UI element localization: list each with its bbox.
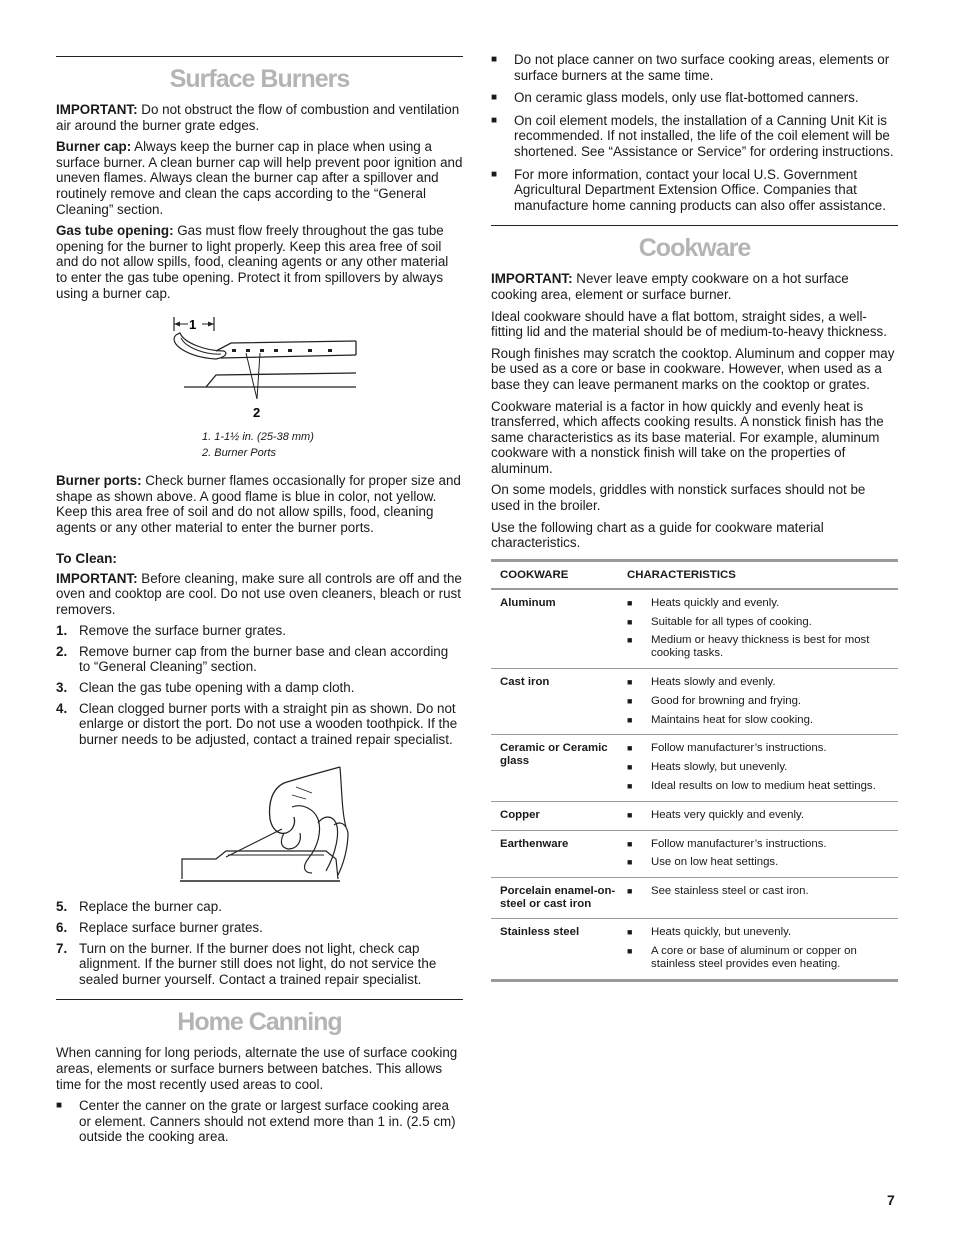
hand-pin-illustration [56,763,463,891]
cookware-paragraph: Cookware material is a factor in how quickly and evenly heat is transferred, which affects cooking results. A nonstick finish has the same characteristics as its base material. For example, aluminum cookware with a nonstick finish will take on the properties of aluminum. [491,398,884,476]
cookware-material: Aluminum [491,589,618,669]
cookware-characteristics [618,878,898,919]
list-item: 7. Turn on the burner. If the burner does not light, check cap alignment. If the burner still does not light, do not service the sealed burner yourself. Contact a trained repair specialist. [56,940,437,987]
cookware-heading: Cookware [638,234,751,263]
list-item: ■ On ceramic glass models, only use flat-bottomed canners. [491,90,859,106]
table-row [491,669,898,735]
table-header-row [491,560,898,589]
pin-cleaning-figure [56,763,463,891]
bullet-icon: ■ [627,762,633,773]
cookware-table-body [491,589,898,980]
table-row [491,878,898,919]
characteristics-list [627,742,898,792]
table-row [491,919,898,980]
cookware-material: Ceramic or Ceramic glass [491,735,618,801]
characteristics-list [627,809,898,822]
section-rule [56,999,463,1000]
list-item: 4. Clean clogged burner ports with a straight pin as shown. Do not enlarge or distort the port. Do not use a wooden toothpick. If the burner needs to be adjusted, contact a trained repair specialist. [56,700,458,747]
canning-bullets-right [491,52,898,213]
list-item: ■ On coil element models, the installation of a Canning Unit Kit is recommended. If not installed, the life of the coil element will be shortened. See “Assistance or Service” for ordering instructions. [491,112,894,159]
list-item: ■ Heats very quickly and evenly. [627,808,804,821]
clean-important-paragraph: IMPORTANT: Before cleaning, make sure all controls are off and the oven and cooktop are cool. Do not use oven cleaners, bleach or rust removers. [56,570,462,617]
table-row [491,589,898,669]
list-item: ■ For more information, contact your local U.S. Government Agricultural Department Extension Office. Companies that manufacture home canning products can also offer assistance. [491,166,886,213]
label-1: 1 [189,317,197,333]
cookware-paragraph: Use the following chart as a guide for cookware material characteristics. [491,519,824,551]
list-item: ■ See stainless steel or cast iron. [627,885,809,898]
cleaning-steps-a [56,623,463,747]
section-rule [56,56,463,57]
list-item: ■ Medium or heavy thickness is best for most cooking tasks. [627,634,870,660]
table-row [491,735,898,801]
list-item: ■ Do not place canner on two surface cooking areas, elements or surface burners at the same time. [491,52,890,83]
characteristics-list [627,885,898,898]
characteristics-list [627,838,898,870]
table-row [491,801,898,830]
page-number: 7 [887,1192,895,1208]
gas-tube-paragraph: Gas tube opening: Gas must flow freely throughout the gas tube opening for the burner to light properly. Keep this area free of soil and do not allow spills, food, cleaning agents or any other material to enter the gas tube opening. Protect it from spillovers by always using a burner cap. [56,223,449,301]
burner-ports-paragraph: Burner ports: Check burner flames occasionally for proper size and shape as shown above. A good flame is blue in color, not yellow. Keep this area free of soil and do not allow spills, food, cleaning agents or any other material to enter the burner ports. [56,473,461,535]
cookware-paragraph: Ideal cookware should have a flat bottom, straight sides, a well-fitting lid and the material should be of medium-to-heavy thickness. [491,308,887,340]
list-item: ■ Good for browning and frying. [627,694,802,707]
section-rule [491,225,898,226]
characteristics-list [627,926,898,970]
canning-bullets-left [56,1098,463,1145]
bullet-icon: ■ [627,886,633,897]
burner-diagram [56,313,463,423]
bullet-icon: ■ [627,695,633,706]
bullet-icon: ■ [627,616,633,627]
cookware-characteristics [618,830,898,878]
canning-intro: When canning for long periods, alternate the use of surface cooking areas, elements or surface burners between batches. This allows time for the most recently used areas to cool. [56,1045,458,1092]
surface-burners-heading: Surface Burners [169,65,350,93]
list-item: ■ Follow manufacturer’s instructions. [627,837,827,850]
table-row [491,830,898,878]
bullet-icon: ■ [627,635,633,646]
burner-cap-paragraph: Burner cap: Always keep the burner cap in place when using a surface burner. A clean burner cap will help prevent poor ignition and uneven flames. Always clean the burner cap after a spillover and routinely remove and clean the caps according to the “General Cleaning” section. [56,139,463,217]
list-item: 5. Replace the burner cap. [56,899,222,915]
cookware-paragraph: Rough finishes may scratch the cooktop. Aluminum and copper may be used as a core or base in cookware. However, when used as a base they can leave permanent marks on the cooktop or grates. [491,345,895,392]
figure-caption-1: 1. 1-1½ in. (25-38 mm) [202,431,314,444]
list-item: ■ Heats quickly and evenly. [627,596,780,609]
burner-figure [56,313,463,423]
list-item: ■ Heats quickly, but unevenly. [627,926,792,939]
cookware-characteristics [618,669,898,735]
list-item: 2. Remove burner cap from the burner base and clean according to “General Cleaning” section. [56,643,449,675]
list-item: 1. Remove the surface burner grates. [56,623,286,639]
cookware-material: Copper [491,801,618,830]
list-item: ■ Ideal results on low to medium heat settings. [627,780,876,793]
bullet-icon: ■ [627,809,633,820]
list-item: ■ Heats slowly and evenly. [627,676,776,689]
list-item: ■ Suitable for all types of cooking. [627,615,812,628]
list-item: ■ A core or base of aluminum or copper on stainless steel provides even heating. [627,945,857,970]
list-item: 6. Replace surface burner grates. [56,920,263,936]
cookware-material: Stainless steel [491,919,618,980]
list-item: ■ Maintains heat for slow cooking. [627,713,814,726]
characteristics-list [627,676,898,726]
cookware-material: Cast iron [491,669,618,735]
right-column [491,52,898,982]
bullet-icon: ■ [627,927,633,938]
list-item: ■ Follow manufacturer’s instructions. [627,742,827,755]
cleaning-steps-b [56,899,463,987]
cookware-material: Porcelain enamel-on-steel or cast iron [491,878,618,919]
bullet-icon: ■ [627,714,633,725]
list-item: ■ Center the canner on the grate or largest surface cooking area or element. Canners should not extend more than 1 in. (2.5 cm) outside the cooking area. [56,1098,456,1145]
bullet-icon: ■ [627,597,633,608]
list-item: ■ Use on low heat settings. [627,856,779,869]
bullet-icon: ■ [627,946,633,956]
list-item: ■ Heats slowly, but unevenly. [627,761,788,774]
bullet-icon: ■ [627,781,633,792]
list-item: 3. Clean the gas tube opening with a damp cloth. [56,680,355,696]
cookware-paragraph: On some models, griddles with nonstick surfaces should not be used in the broiler. [491,482,866,514]
home-canning-heading: Home Canning [177,1008,342,1037]
figure-caption-2: 2. Burner Ports [202,447,276,460]
bullet-icon: ■ [627,838,633,849]
column-header-cookware: COOKWARE [491,560,618,589]
bullet-icon: ■ [627,677,633,688]
bullet-icon: ■ [627,743,633,754]
left-column [56,56,463,1152]
to-clean-heading: To Clean: [56,550,117,566]
characteristics-list [627,597,898,660]
cookware-material: Earthenware [491,830,618,878]
cookware-characteristics [618,589,898,669]
column-header-characteristics: CHARACTERISTICS [618,560,898,589]
cookware-characteristics [618,735,898,801]
cookware-characteristics [618,801,898,830]
cookware-table [491,559,898,982]
cookware-important: IMPORTANT: Never leave empty cookware on a hot surface cooking area, element or surface burner. [491,271,849,302]
bullet-icon: ■ [627,857,633,868]
important-paragraph: IMPORTANT: Do not obstruct the flow of combustion and ventilation air around the burner grate edges. [56,102,460,133]
cookware-characteristics [618,919,898,980]
label-2: 2 [253,405,261,421]
